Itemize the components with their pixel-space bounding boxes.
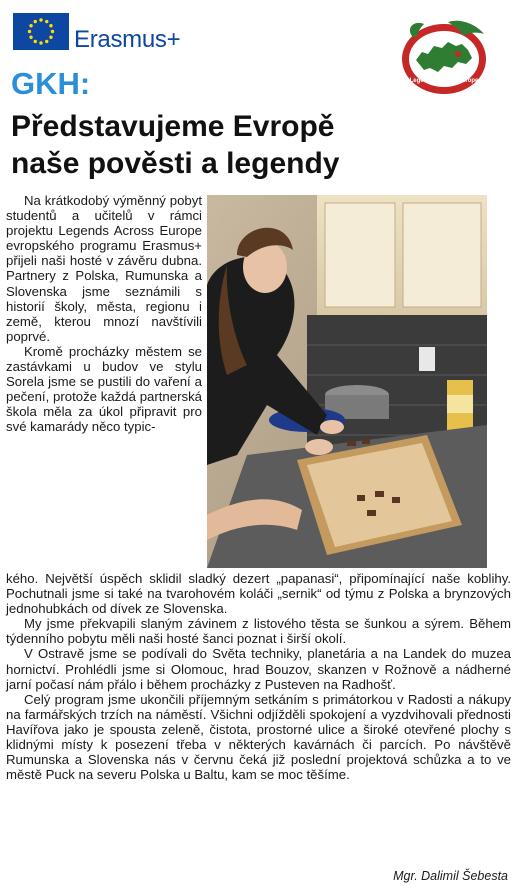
article-kicker: GKH: [11, 66, 91, 101]
erasmus-wordmark: Erasmus+ [74, 26, 181, 53]
logo-lettering: Legends Across Europe [409, 78, 479, 84]
paragraph: Kromě procházky městem se zastávkami u budov ve stylu Sorela jsme se pustili do vaření a pečení, protože každá partnerská škola měla za úkol připravit pro své kamarády něco typic- [6, 343, 202, 435]
article-body-top [6, 193, 202, 435]
article-photo [207, 195, 487, 568]
article-body-full [6, 571, 511, 782]
paragraph: My jsme překvapili slaným závinem z listového těsta se šunkou a sýrem. Během týdenního pobytu měli naši hosté šanci poznat i širší okolí. [6, 616, 511, 647]
article-headline: Představujeme Evropě naše pověsti a legendy [11, 110, 340, 180]
paragraph: kého. Největší úspěch sklidil sladký dezert „papanasi“, připomínající naše koblihy. Pochutnali jsme si také na tvarohovém koláči „sernik“ od týmu z Polska a brynzových jednohubkách od dívek ze Slovenska. [6, 571, 511, 617]
paragraph: V Ostravě jsme se podívali do Světa techniky, planetária a na Landek do muzea hornictví. Prohlédli jsme si Olomouc, hrad Bouzov, skanzen v Rožnově a nádherné jarní počasí nám přálo i během procházky z Pusteven na Radhošť. [6, 646, 511, 692]
legends-across-europe-logo-icon [398, 16, 490, 98]
paragraph: Celý program jsme ukončili příjemným setkáním s primátorkou v Radosti a nákupy na farmářských trzích na náměstí. Všichni odjížděli spokojení a vyzdvihovali přednosti Havířova jako je spousta zeleně, čistota, prostorné ulice a široké otevřené plochy s klidnými místy k posezení třeba v některých kavárnách či parcích. Po návštěvě Rumunska a Slovenska nás v červnu čeká již poslední projektová schůzka a to ve městě Puck na severu Polska u Baltu, kam se moc těšíme. [6, 691, 511, 783]
article-author: Mgr. Dalimil Šebesta [393, 869, 508, 883]
eu-flag-icon [13, 13, 69, 50]
paragraph: Na krátkodobý výměnný pobyt studentů a učitelů v rámci projektu Legends Across Europe evropského programu Erasmus+ přijeli naši hosté v závěru dubna. Partnery z Polska, Rumunska a Slovenska jsme seznámili s historií školy, města, regionu i země, kterou mnozí navštívili poprvé. [6, 193, 202, 344]
